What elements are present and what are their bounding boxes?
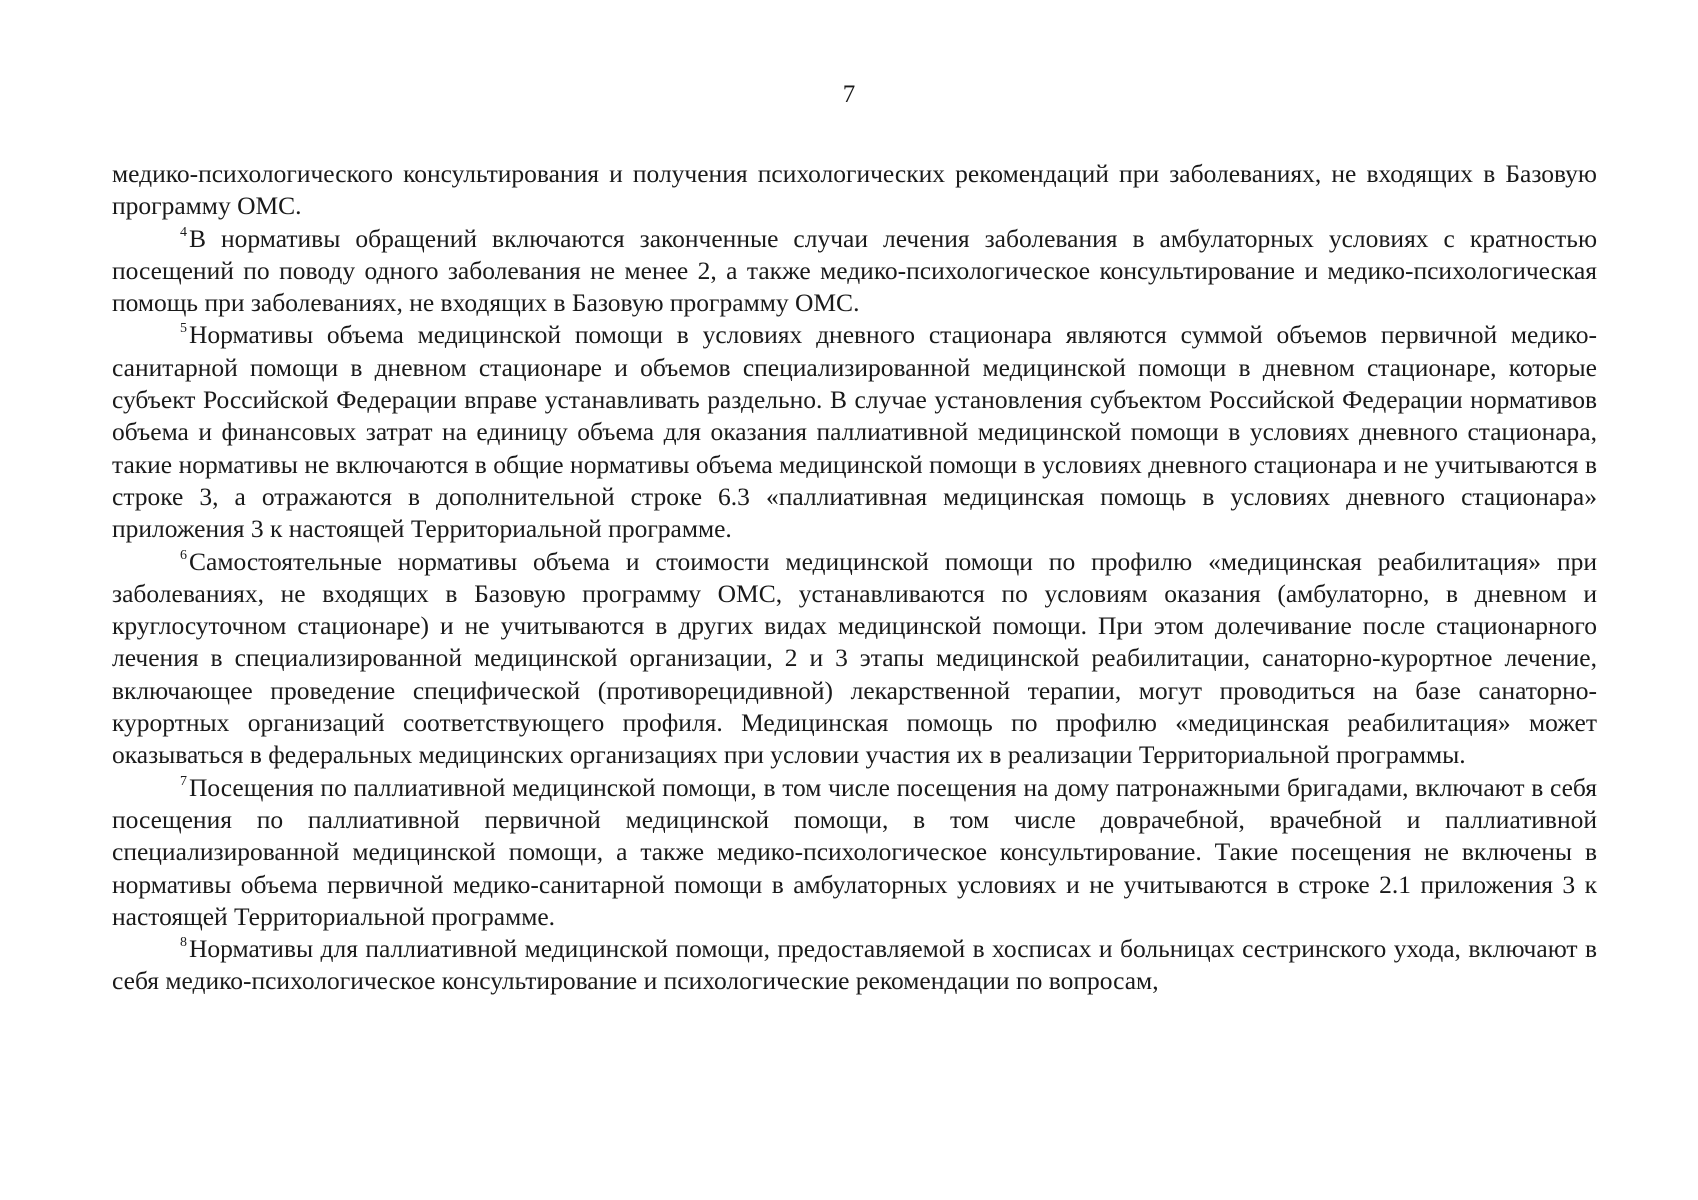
footnote-text: Нормативы для паллиативной медицинской помощи, предоставляемой в хосписах и больницах сестринского ухода, включают в себя медико-психологическое консультирование и психологические рекомендации по вопросам, xyxy=(112,934,1597,996)
footnote-text: Нормативы объема медицинской помощи в условиях дневного стационара являются суммой объемов первичной медико-санитарной помощи в дневном стационаре и объемов специализированной медицинской помощи в дневном стационаре, которые субъект Российской Федерации вправе устанавливать раздельно. В случае установления субъектом Российской Федерации нормативов объема и финансовых затрат на единицу объема для оказания паллиативной медицинской помощи в условиях дневного стационара, такие нормативы не включаются в общие нормативы объема медицинской помощи в условиях дневного стационара и не учитываются в строке 3, а отражаются в дополнительной строке 6.3 «паллиативная медицинская помощь в условиях дневного стационара» приложения 3 к настоящей Территориальной программе. xyxy=(112,320,1597,544)
footnote-text: Самостоятельные нормативы объема и стоимости медицинской помощи по профилю «медицинская реабилитация» при заболеваниях, не входящих в Базовую программу ОМС, устанавливаются по условиям оказания (амбулаторно, в дневном и круглосуточном стационаре) и не учитываются в других видах медицинской помощи. При этом долечивание после стационарного лечения в специализированной медицинской организации, 2 и 3 этапы медицинской реабилитации, санаторно-курортное лечение, включающее проведение специфической (противорецидивной) лекарственной терапии, могут проводиться на базе санаторно-курортных организаций соответствующего профиля. Медицинская помощь по профилю «медицинская реабилитация» может оказываться в федеральных медицинских организациях при условии участия их в реализации Территориальной программы. xyxy=(112,546,1597,770)
footnote-5 xyxy=(112,319,1597,545)
footnote-marker: 4 xyxy=(180,224,187,240)
footnote-4 xyxy=(112,223,1597,320)
footnotes-text xyxy=(112,158,1597,998)
footnote-7 xyxy=(112,772,1597,933)
page-number: 7 xyxy=(842,81,856,108)
footnote-marker: 6 xyxy=(180,547,187,563)
footnote-8 xyxy=(112,933,1597,998)
footnote-marker: 8 xyxy=(180,935,187,951)
paragraph-continuation xyxy=(112,158,1597,223)
footnote-text: Посещения по паллиативной медицинской помощи, в том числе посещения на дому патронажными бригадами, включают в себя посещения по паллиативной первичной медицинской помощи, в том числе доврачебной, врачебной и паллиативной специализированной медицинской помощи, а также медико-психологическое консультирование. Такие посещения не включены в нормативы объема первичной медико-санитарной помощи в амбулаторных условиях и не учитываются в строке 2.1 приложения 3 к настоящей Территориальной программе. xyxy=(112,772,1597,931)
footnote-text: В нормативы обращений включаются законченные случаи лечения заболевания в амбулаторных условиях с кратностью посещений по поводу одного заболевания не менее 2, а также медико-психологическое консультирование и медико-психологическая помощь при заболеваниях, не входящих в Базовую программу ОМС. xyxy=(112,223,1597,318)
paragraph-text: медико-психологического консультирования и получения психологических рекомендаций при заболеваниях, не входящих в Базовую программу ОМС. xyxy=(112,159,1597,221)
footnote-marker: 7 xyxy=(180,773,187,789)
footnote-marker: 5 xyxy=(180,321,187,337)
footnote-6 xyxy=(112,546,1597,772)
